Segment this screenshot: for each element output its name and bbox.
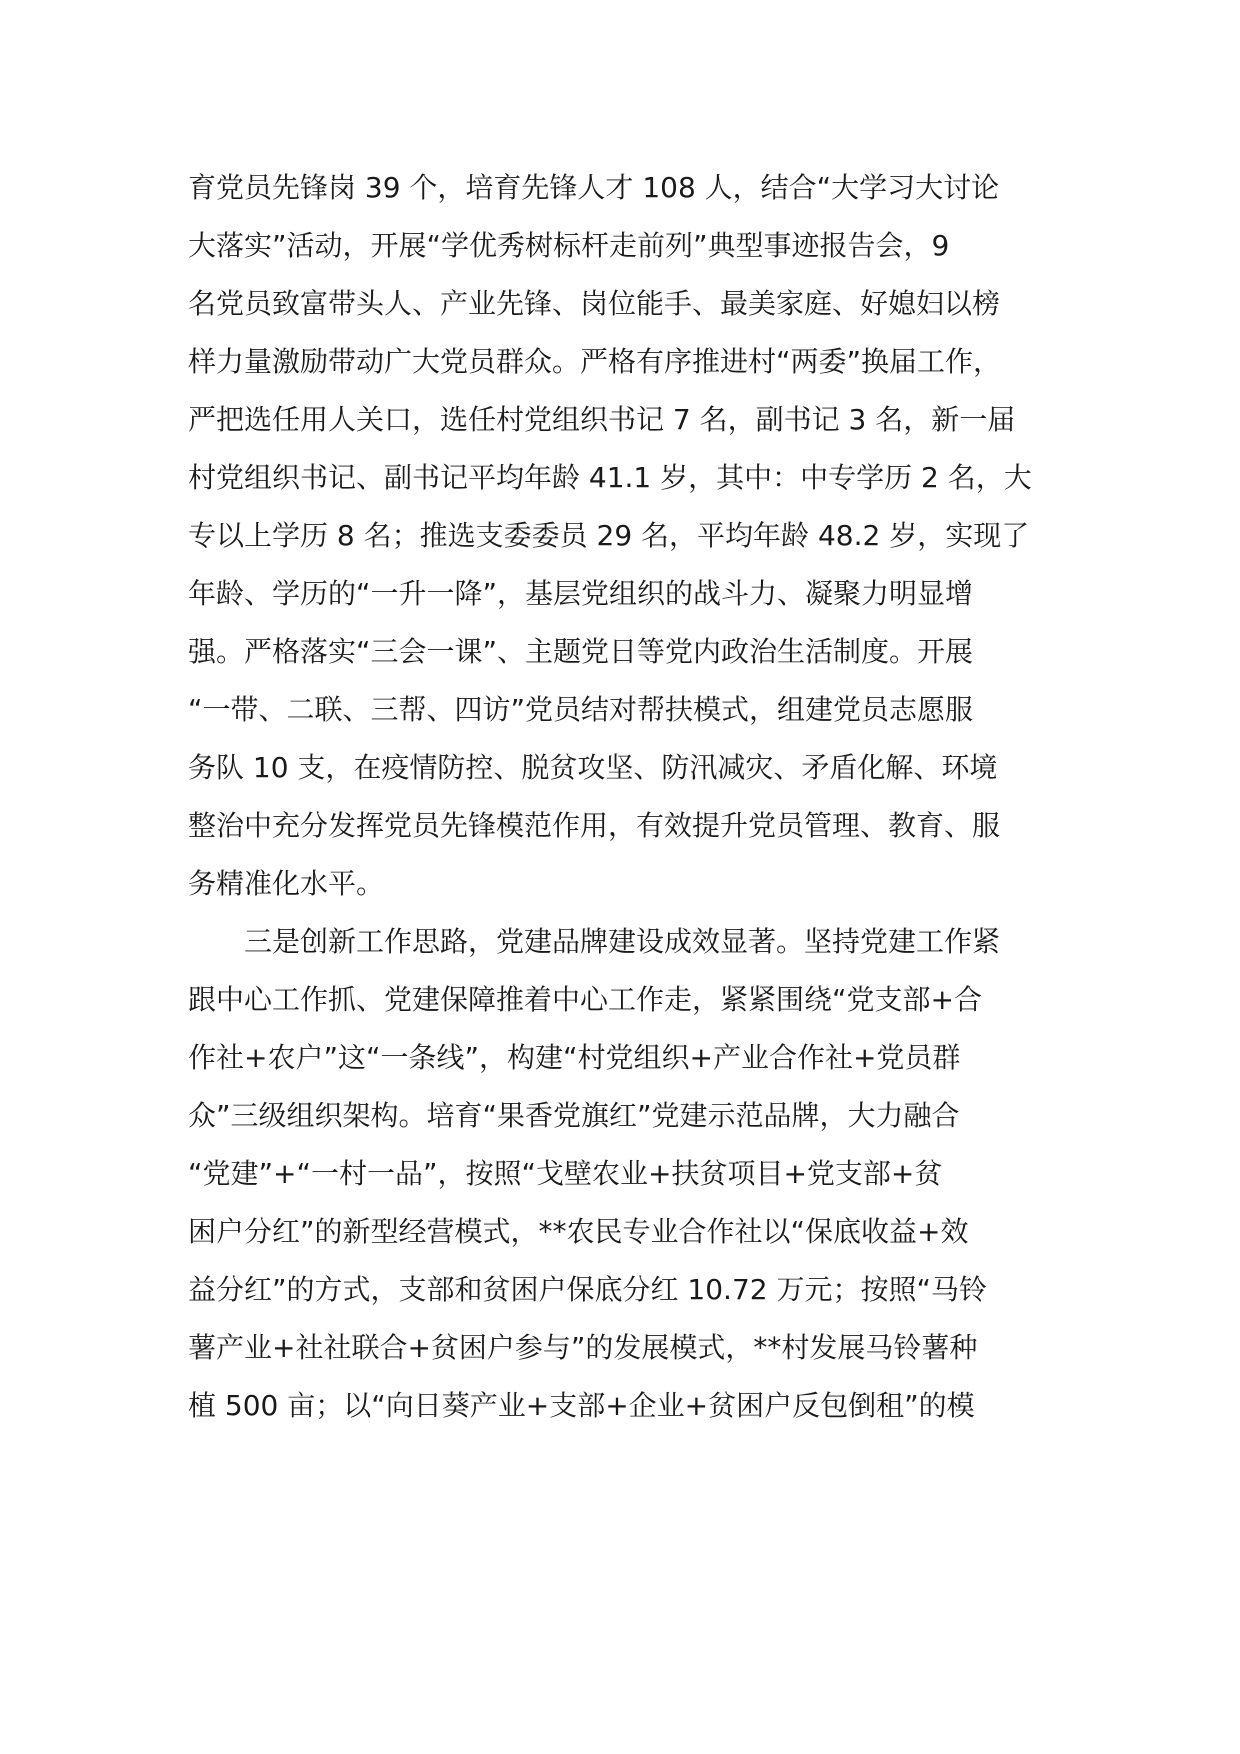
text-line: 跟中心工作抓、党建保障推着中心工作走，紧紧围绕“党支部+合 [188, 983, 982, 1016]
text-line: “党建”+“一村一品”，按照“戈壁农业+扶贫项目+党支部+贫 [188, 1157, 943, 1190]
text-line: 务队 10 支，在疫情防控、脱贫攻坚、防汛减灾、矛盾化解、环境 [188, 751, 998, 784]
paragraph-start-line: 三是创新工作思路，党建品牌建设成效显著。坚持党建工作紧 [244, 925, 1001, 958]
text-line: “一带、二联、三帮、四访”党员结对帮扶模式，组建党员志愿服 [188, 693, 974, 726]
text-line: 益分红”的方式，支部和贫困户保底分红 10.72 万元；按照“马铃 [188, 1273, 987, 1306]
text-line: 作社+农户”这“一条线”，构建“村党组织+产业合作社+党员群 [188, 1041, 961, 1074]
text-line: 务精准化水平。 [188, 867, 385, 900]
text-line: 样力量激励带动广大党员群众。严格有序推进村“两委”换届工作， [188, 345, 1002, 378]
text-line: 困户分红”的新型经营模式，**农民专业合作社以“保底收益+效 [188, 1215, 969, 1248]
text-line: 整治中充分发挥党员先锋模范作用，有效提升党员管理、教育、服 [188, 809, 1001, 842]
text-line: 育党员先锋岗 39 个，培育先锋人才 108 人，结合“大学习大讨论 [188, 171, 1000, 204]
text-line: 大落实”活动，开展“学优秀树标杆走前列”典型事迹报告会，9 [188, 229, 950, 262]
text-line: 年龄、学历的“一升一降”，基层党组织的战斗力、凝聚力明显增 [188, 577, 974, 610]
text-line: 严把选任用人关口，选任村党组织书记 7 名，副书记 3 名，新一届 [188, 403, 1016, 436]
text-line: 村党组织书记、副书记平均年龄 41.1 岁，其中：中专学历 2 名，大 [188, 461, 1032, 494]
text-line: 众”三级组织架构。培育“果香党旗红”党建示范品牌，大力融合 [188, 1099, 960, 1132]
text-line: 薯产业+社社联合+贫困户参与”的发展模式，**村发展马铃薯种 [188, 1331, 978, 1364]
text-line: 植 500 亩；以“向日葵产业+支部+企业+贫困户反包倒租”的模 [188, 1389, 975, 1422]
text-line: 强。严格落实“三会一课”、主题党日等党内政治生活制度。开展 [188, 635, 974, 668]
text-line: 专以上学历 8 名；推选支委委员 29 名，平均年龄 48.2 岁，实现了 [188, 519, 1030, 552]
text-line: 名党员致富带头人、产业先锋、岗位能手、最美家庭、好媳妇以榜 [188, 287, 1001, 320]
